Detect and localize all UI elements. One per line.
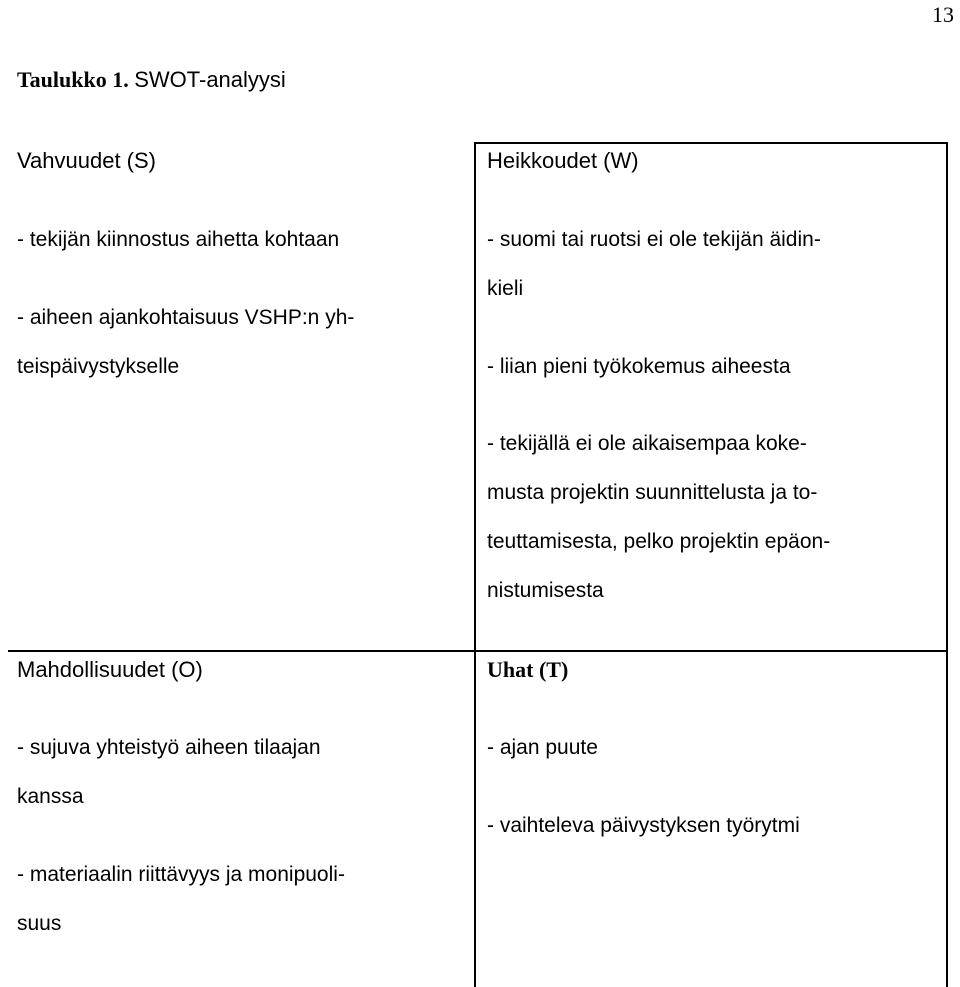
- page-number: 13: [932, 2, 954, 27]
- weaknesses-heading: Heikkoudet (W): [487, 148, 639, 173]
- weaknesses-line: - suomi tai ruotsi ei ole tekijän äidin-: [487, 228, 821, 251]
- table-caption: [17, 67, 286, 93]
- caption-text: SWOT-analyysi: [134, 67, 286, 92]
- strengths-line: teispäivystykselle: [17, 355, 180, 378]
- weaknesses-line: teuttamisesta, pelko projektin epäon-: [487, 530, 831, 553]
- weaknesses-line: nistumisesta: [487, 579, 604, 602]
- weaknesses-line: musta projektin suunnittelusta ja to-: [487, 481, 818, 504]
- opportunities-heading: Mahdollisuudet (O): [17, 657, 203, 682]
- weaknesses-line: kieli: [487, 277, 524, 300]
- weaknesses-line: - tekijällä ei ole aikaisempaa koke-: [487, 432, 807, 455]
- strengths-line: - aiheen ajankohtaisuus VSHP:n yh-: [17, 306, 355, 329]
- threats-line: - ajan puute: [487, 736, 598, 759]
- strengths-heading: Vahvuudet (S): [17, 148, 157, 173]
- opportunities-line: suus: [17, 912, 62, 935]
- table-border-right: [946, 142, 948, 987]
- threats-heading: Uhat (T): [487, 657, 569, 682]
- table-divider-vertical: [474, 142, 476, 987]
- table-divider-horizontal: [8, 650, 948, 652]
- caption-label: Taulukko 1.: [17, 67, 129, 92]
- opportunities-line: kanssa: [17, 785, 84, 808]
- strengths-line: - tekijän kiinnostus aihetta kohtaan: [17, 228, 340, 251]
- opportunities-line: - materiaalin riittävyys ja monipuoli-: [17, 863, 345, 886]
- table-border-top: [475, 142, 946, 144]
- threats-line: - vaihteleva päivystyksen työrytmi: [487, 814, 800, 837]
- weaknesses-line: - liian pieni työkokemus aiheesta: [487, 355, 791, 378]
- opportunities-line: - sujuva yhteistyö aiheen tilaajan: [17, 736, 321, 759]
- swot-table: [8, 142, 948, 987]
